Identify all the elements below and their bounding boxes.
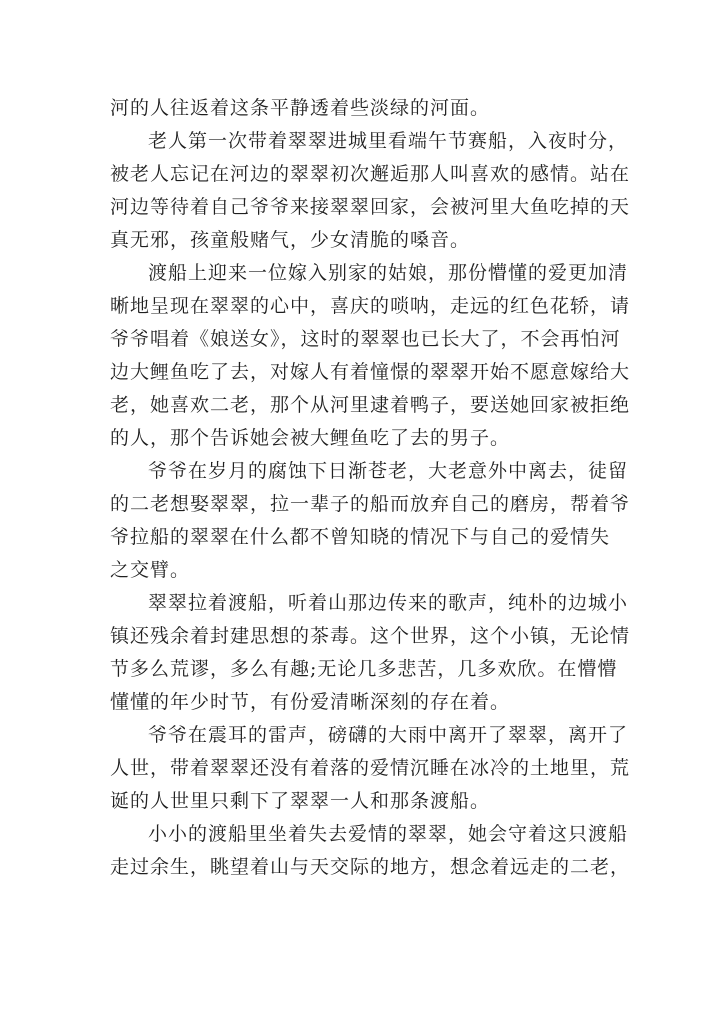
paragraph-4	[110, 455, 631, 587]
text-line: 的人，那个告诉她会被大鲤鱼吃了去的男子。	[110, 427, 511, 449]
text-line: 老，她喜欢二老，那个从河里逮着鸭子，要送她回家被拒绝	[110, 394, 631, 416]
text-line: 真无邪，孩童般赌气，少女清脆的嗓音。	[110, 229, 471, 251]
text-line: 爷爷唱着《娘送女》，这时的翠翠也已长大了，不会再怕河	[110, 328, 621, 350]
text-line: 河边等待着自己爷爷来接翠翠回家，会被河里大鱼吃掉的天	[110, 196, 631, 218]
paragraph-6	[110, 719, 631, 818]
text-line: 节多么荒谬，多么有趣;无论几多悲苦，几多欢欣。在懵懵	[110, 658, 618, 680]
paragraph-2	[110, 125, 631, 257]
text-line: 走过余生，眺望着山与天交际的地方，想念着远走的二老，	[110, 856, 631, 878]
paragraph-7	[110, 818, 631, 884]
text-line: 小小的渡船里坐着失去爱情的翠翠，她会守着这只渡船	[148, 823, 629, 845]
text-line: 老人第一次带着翠翠进城里看端午节赛船，入夜时分，	[148, 130, 629, 152]
text-line: 河的人往返着这条平静透着些淡绿的河面。	[110, 97, 491, 119]
paragraph-3	[110, 257, 631, 455]
document-body	[110, 92, 631, 884]
text-line: 的二老想娶翠翠，拉一辈子的船而放弃自己的磨房，帮着爷	[110, 493, 631, 515]
text-line: 被老人忘记在河边的翠翠初次邂逅那人叫喜欢的感情。站在	[110, 163, 631, 185]
text-line: 人世，带着翠翠还没有着落的爱情沉睡在冰冷的土地里，荒	[110, 757, 631, 779]
paragraph-1	[110, 92, 620, 125]
text-line: 边大鲤鱼吃了去，对嫁人有着憧憬的翠翠开始不愿意嫁给大	[110, 361, 631, 383]
text-line: 晰地呈现在翠翠的心中，喜庆的唢呐，走远的红色花轿，请	[110, 295, 631, 317]
text-line: 爷爷在岁月的腐蚀下日渐苍老，大老意外中离去，徒留	[148, 460, 629, 482]
text-line: 镇还残余着封建思想的茶毒。这个世界，这个小镇，无论情	[110, 625, 631, 647]
text-line: 懂懂的年少时节，有份爱清晰深刻的存在着。	[110, 691, 511, 713]
text-line: 之交臂。	[110, 559, 191, 581]
paragraph-5	[110, 587, 631, 719]
text-line: 爷拉船的翠翠在什么都不曾知晓的情况下与自己的爱情失	[110, 526, 611, 548]
text-line: 翠翠拉着渡船，听着山那边传来的歌声，纯朴的边城小	[148, 592, 629, 614]
text-line: 诞的人世里只剩下了翠翠一人和那条渡船。	[110, 790, 491, 812]
text-line: 渡船上迎来一位嫁入别家的姑娘，那份懵懂的爱更加清	[148, 262, 629, 284]
text-line: 爷爷在震耳的雷声，磅礴的大雨中离开了翠翠，离开了	[148, 724, 629, 746]
